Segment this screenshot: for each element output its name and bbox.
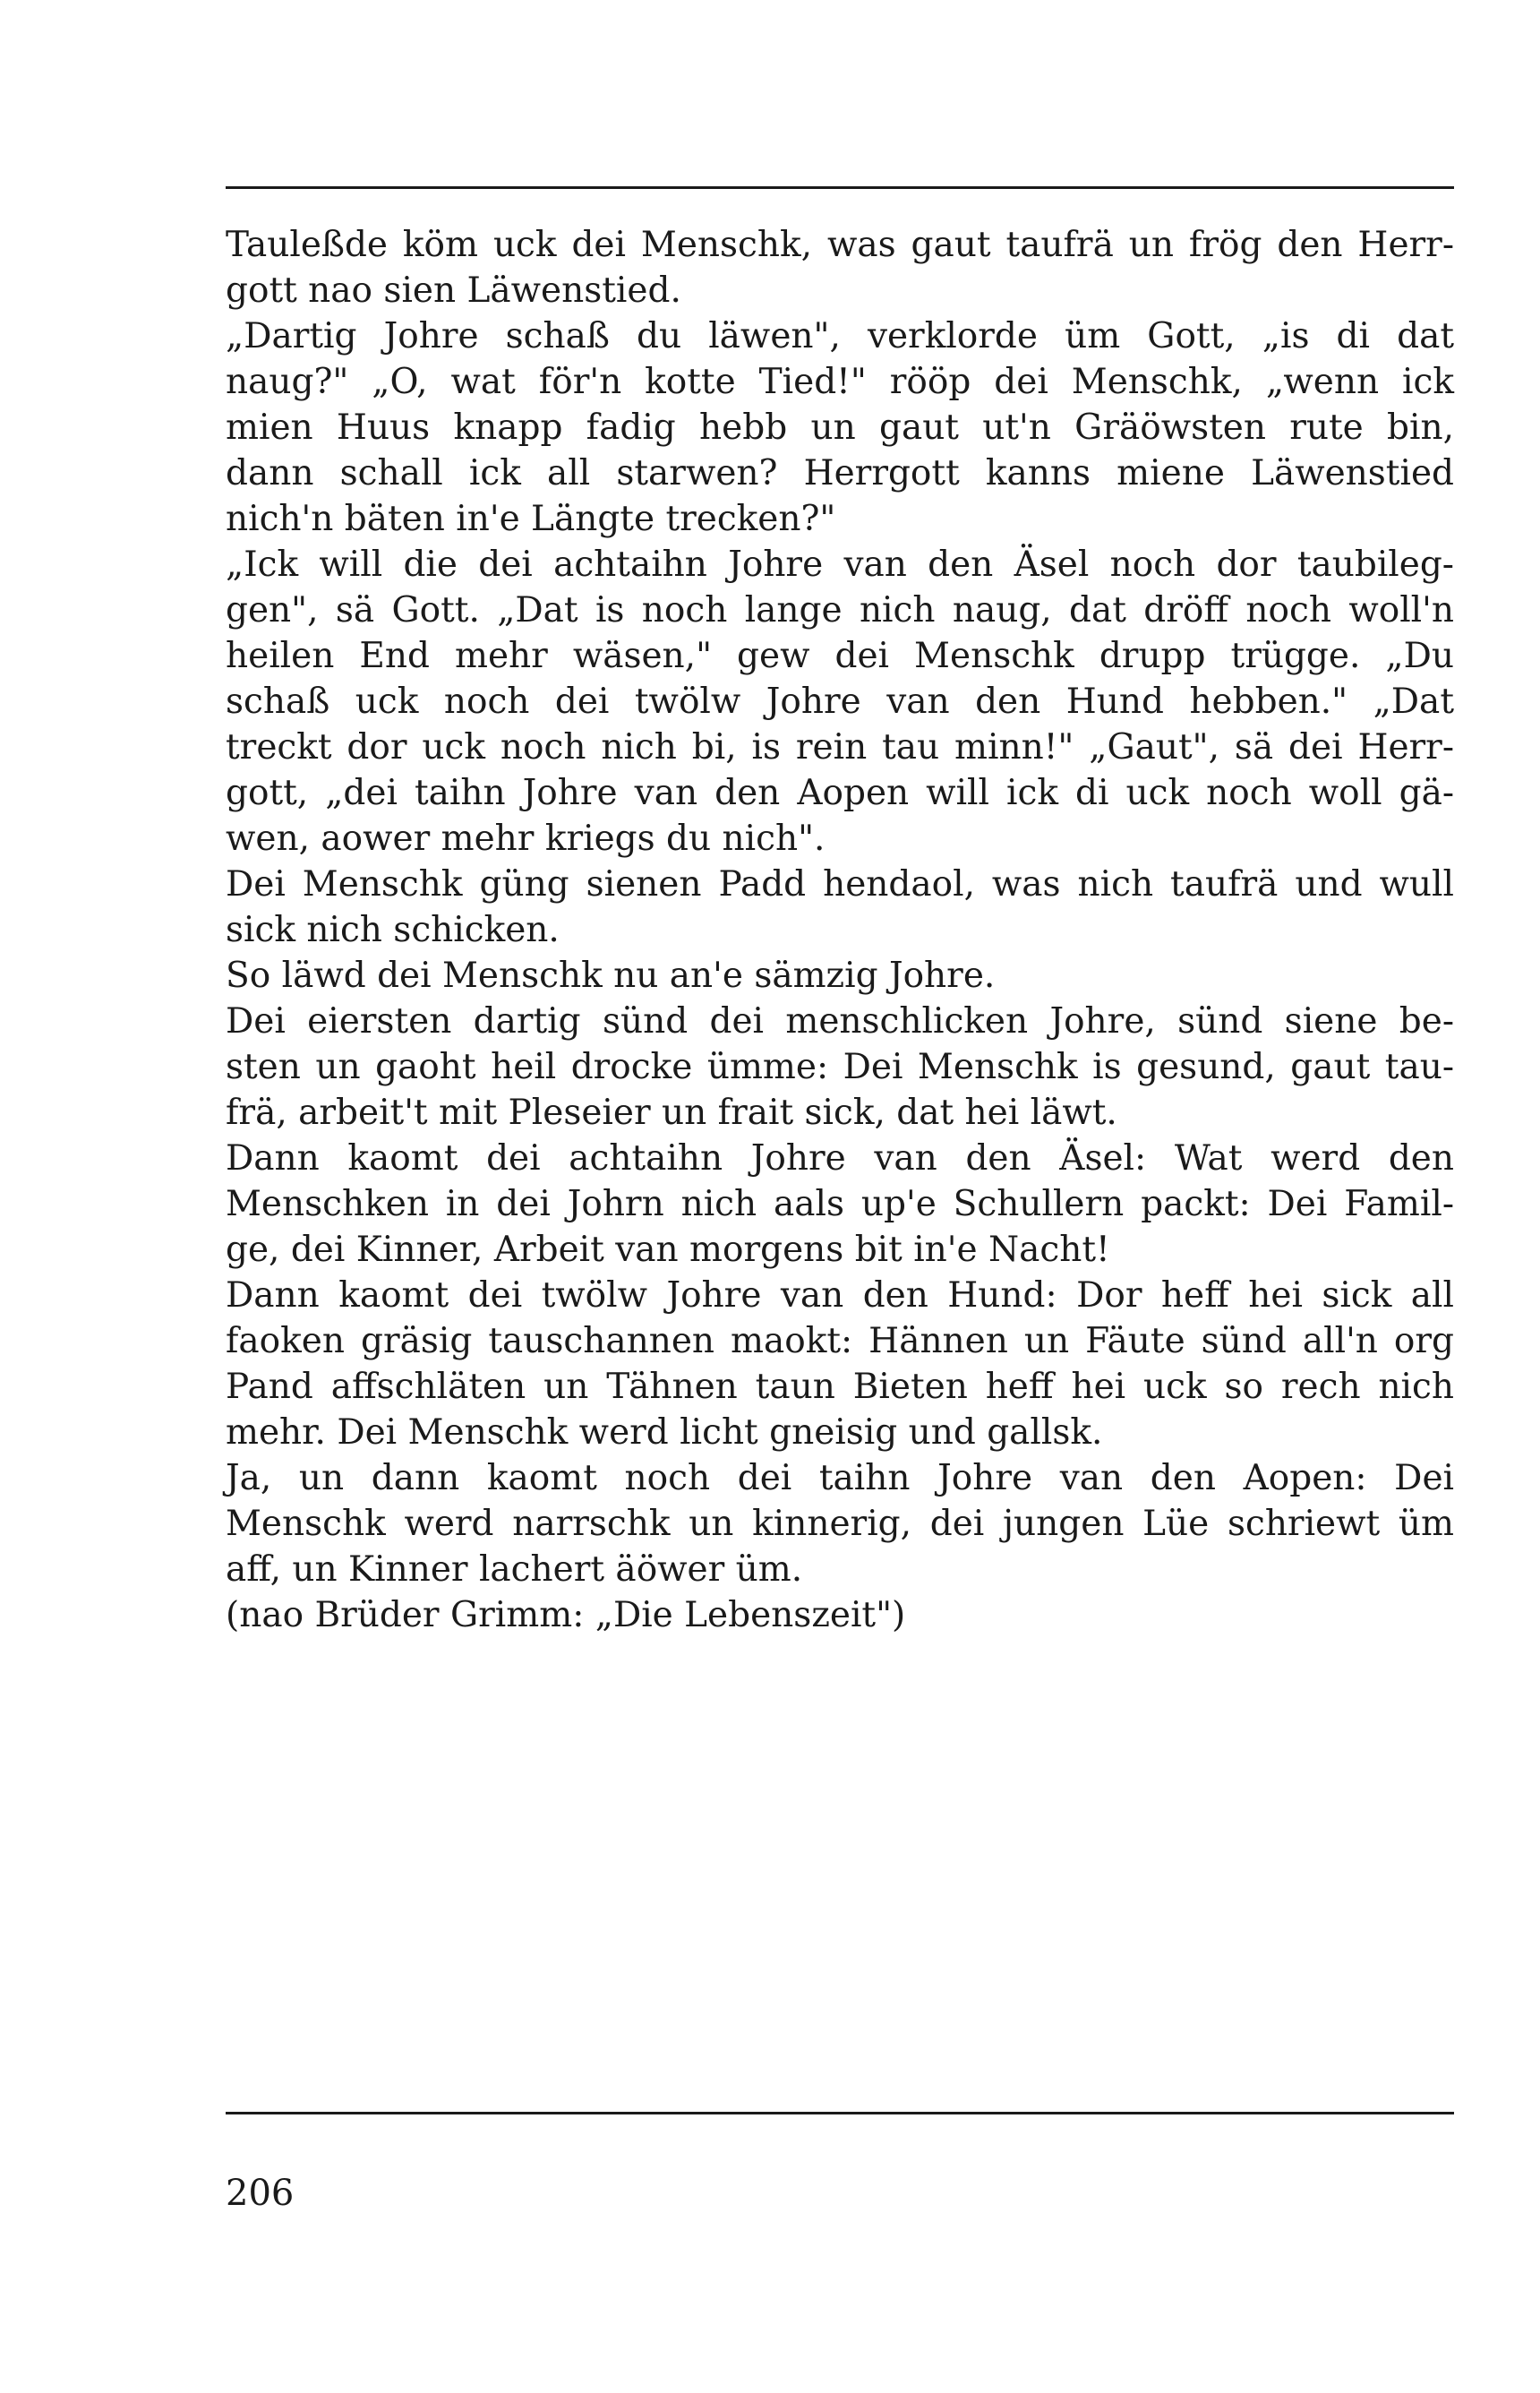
text-line: faoken gräsig tauschannen maokt: Hännen un Fäute sünd all'n org [226, 1321, 1454, 1361]
text-line: Tauleßde köm uck dei Menschk, was gaut taufrä un frög den Herr- [226, 225, 1454, 265]
text-line: aff, un Kinner lachert äöwer üm. [226, 1549, 803, 1590]
source-line: (nao Brüder Grimm: „Die Lebenszeit") [226, 1595, 906, 1635]
text-line: gott nao sien Läwenstied. [226, 270, 681, 311]
text-line: naug?" „O, wat för'n kotte Tied!" rööp dei Menschk, „wenn ick [226, 362, 1454, 402]
bottom-rule [226, 2112, 1454, 2114]
text-line: nich'n bäten in'e Längte trecken?" [226, 499, 836, 539]
top-rule [226, 186, 1454, 189]
text-line: schaß uck noch dei twölw Johre van den Hund hebben." „Dat [226, 682, 1454, 722]
text-line: ge, dei Kinner, Arbeit van morgens bit in'e Nacht! [226, 1230, 1110, 1270]
text-line: frä, arbeit't mit Pleseier un frait sick, dat hei läwt. [226, 1093, 1117, 1133]
text-line: Dei Menschk güng sienen Padd hendaol, was nich taufrä und wull [226, 864, 1454, 905]
text-line: dann schall ick all starwen? Herrgott kanns miene Läwenstied [226, 453, 1454, 493]
text-line: So läwd dei Menschk nu an'e sämzig Johre. [226, 956, 996, 996]
text-line: mien Huus knapp fadig hebb un gaut ut'n Gräöwsten rute bin, [226, 407, 1454, 448]
text-line: Pand affschläten un Tähnen taun Bieten heff hei uck so rech nich [226, 1367, 1454, 1407]
text-line: sick nich schicken. [226, 910, 560, 950]
text-line: gott, „dei taihn Johre van den Aopen will ick di uck noch woll gä- [226, 773, 1454, 813]
text-line: Dann kaomt dei twölw Johre van den Hund: Dor heff hei sick all [226, 1275, 1454, 1316]
text-line: „Dartig Johre schaß du läwen", verklorde üm Gott, „is di dat [226, 316, 1454, 356]
text-line: gen", sä Gott. „Dat is noch lange nich naug, dat dröff noch woll'n [226, 590, 1454, 630]
text-line: mehr. Dei Menschk werd licht gneisig und gallsk. [226, 1412, 1103, 1453]
body-text [226, 222, 1454, 1638]
text-line: Menschken in dei Johrn nich aals up'e Schullern packt: Dei Famil- [226, 1184, 1454, 1224]
text-line: „Ick will die dei achtaihn Johre van den Äsel noch dor taubileg- [226, 545, 1454, 585]
page-number: 206 [226, 2173, 295, 2214]
text-line: Dei eiersten dartig sünd dei menschlicken Johre, sünd siene be- [226, 1001, 1454, 1042]
text-line: Ja, un dann kaomt noch dei taihn Johre van den Aopen: Dei [226, 1458, 1454, 1498]
text-line: wen, aower mehr kriegs du nich". [226, 819, 826, 859]
text-line: sten un gaoht heil drocke ümme: Dei Menschk is gesund, gaut tau- [226, 1047, 1454, 1087]
text-line: heilen End mehr wäsen," gew dei Menschk drupp trügge. „Du [226, 636, 1454, 676]
text-line: treckt dor uck noch nich bi, is rein tau minn!" „Gaut", sä dei Herr- [226, 727, 1454, 768]
text-line: Dann kaomt dei achtaihn Johre van den Äsel: Wat werd den [226, 1138, 1454, 1179]
text-line: Menschk werd narrschk un kinnerig, dei jungen Lüe schriewt üm [226, 1504, 1454, 1544]
